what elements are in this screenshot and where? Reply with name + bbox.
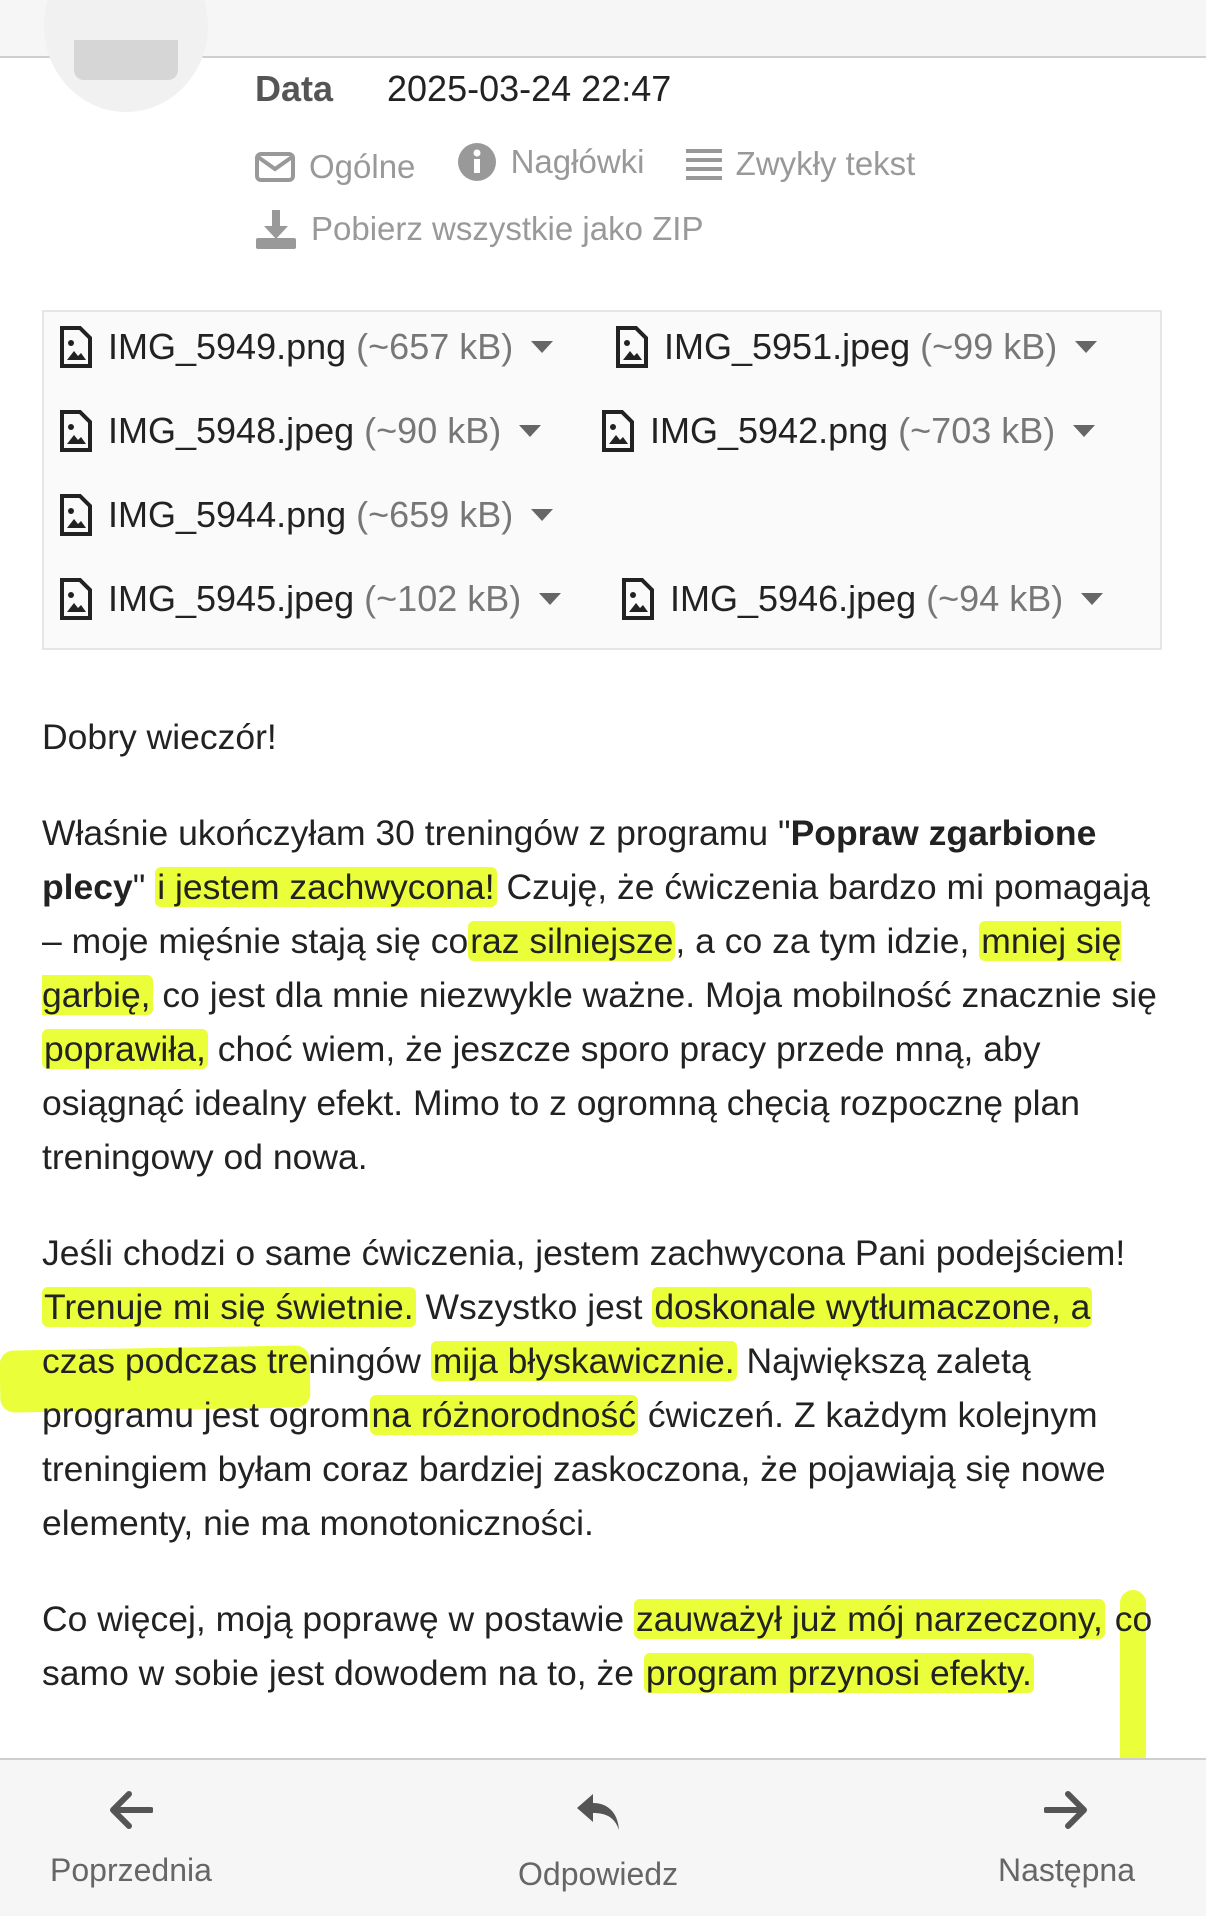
attachment-item[interactable]	[60, 578, 561, 620]
next-label: Następna	[998, 1852, 1135, 1888]
image-file-icon	[60, 494, 92, 536]
image-file-icon	[60, 410, 92, 452]
chevron-down-icon[interactable]	[1081, 593, 1103, 605]
attachment-item[interactable]	[60, 494, 553, 536]
text-run: czas podczas treningów	[42, 1341, 431, 1381]
attachment-size: (~99 kB)	[920, 326, 1058, 367]
message-view-actions	[255, 142, 947, 190]
text-run: Największą zaletą programu jest ogrom	[42, 1341, 1031, 1435]
attachment-size: (~703 kB)	[898, 410, 1056, 451]
download-icon	[255, 208, 297, 250]
previous-label: Poprzednia	[50, 1852, 212, 1888]
chevron-down-icon[interactable]	[1075, 341, 1097, 353]
general-view-button[interactable]	[255, 148, 415, 186]
message-body	[42, 710, 1170, 1742]
chevron-down-icon[interactable]	[1073, 425, 1095, 437]
attachment-item[interactable]	[60, 326, 553, 368]
text-run: choć wiem, że jeszcze sporo pracy przede mną, aby osiągnąć idealny efekt. Mimo to z ogromną chęcią rozpocznę plan treningowy od nowa.	[42, 1029, 1080, 1177]
plain-text-view-button[interactable]	[686, 145, 916, 183]
greeting-text: Dobry wieczór!	[42, 717, 277, 757]
date-label: Data	[255, 68, 334, 109]
text-run: Czuję, że ćwiczenia bardzo mi pomagają – moje mięśnie stają się co	[42, 867, 1150, 961]
image-file-icon	[602, 410, 634, 452]
program-name: Popraw zgarbione plecy	[42, 813, 1097, 907]
arrow-left-icon	[109, 1790, 153, 1830]
chevron-down-icon[interactable]	[531, 341, 553, 353]
image-file-icon	[616, 326, 648, 368]
text-run: "	[132, 867, 156, 907]
highlighted-text: i jestem zachwycona!	[157, 867, 495, 907]
highlighted-text: mija błyskawicznie.	[432, 1341, 735, 1381]
lines-icon	[686, 146, 722, 182]
attachment-name: IMG_5951.jpeg	[664, 326, 911, 367]
attachment-size: (~659 kB)	[356, 494, 514, 535]
previous-button[interactable]	[50, 1790, 212, 1889]
highlighted-text: zauważył już mój narzeczony,	[635, 1599, 1103, 1639]
attachment-name: IMG_5949.png	[108, 326, 347, 367]
image-file-icon	[60, 326, 92, 368]
attachment-size: (~90 kB)	[364, 410, 502, 451]
plain-text-view-label: Zwykły tekst	[735, 145, 916, 182]
next-button[interactable]	[998, 1790, 1135, 1889]
text-run: , a co za tym idzie,	[675, 921, 980, 961]
chevron-down-icon[interactable]	[531, 509, 553, 521]
text-run: Co więcej, moją poprawę w postawie	[42, 1599, 634, 1639]
highlighted-text: raz silniejsze	[470, 921, 674, 961]
highlighted-text: doskonale wytłumaczone, a	[654, 1287, 1091, 1327]
attachment-size: (~657 kB)	[356, 326, 514, 367]
paragraph-2	[42, 1226, 1170, 1550]
reply-button[interactable]	[518, 1790, 678, 1893]
highlighted-text: Trenuje mi się świetnie.	[44, 1287, 414, 1327]
info-icon	[457, 142, 497, 182]
attachment-name: IMG_5946.jpeg	[670, 578, 917, 619]
attachment-item[interactable]	[616, 326, 1097, 368]
reply-label: Odpowiedz	[518, 1856, 679, 1892]
attachments-panel	[42, 310, 1162, 650]
envelope-icon	[255, 152, 295, 182]
attachment-name: IMG_5948.jpeg	[108, 410, 355, 451]
date-row	[255, 68, 671, 110]
image-file-icon	[622, 578, 654, 620]
paragraph-1	[42, 806, 1170, 1184]
headers-view-label: Nagłówki	[510, 143, 645, 180]
arrow-right-icon	[1044, 1790, 1088, 1830]
reply-icon	[573, 1790, 623, 1834]
text-run: co jest dla mnie niezwykle ważne. Moja mobilność znacznie się	[152, 975, 1157, 1015]
bottom-navigation	[0, 1758, 1206, 1916]
date-value: 2025-03-24 22:47	[387, 68, 672, 109]
text-run: co samo w sobie jest dowodem na to, że	[42, 1599, 1153, 1693]
highlighted-text: program przynosi efekty.	[645, 1653, 1032, 1693]
sender-avatar	[44, 0, 208, 112]
attachment-item[interactable]	[622, 578, 1103, 620]
paragraph-3	[42, 1592, 1170, 1700]
attachment-name: IMG_5942.png	[650, 410, 889, 451]
attachment-name: IMG_5944.png	[108, 494, 347, 535]
avatar-silhouette	[74, 40, 178, 80]
chevron-down-icon[interactable]	[519, 425, 541, 437]
highlighted-text: na różnorodność	[371, 1395, 636, 1435]
attachment-size: (~94 kB)	[926, 578, 1064, 619]
attachment-size: (~102 kB)	[364, 578, 522, 619]
attachment-item[interactable]	[602, 410, 1095, 452]
image-file-icon	[60, 578, 92, 620]
text-run: ćwiczeń. Z każdym kolejnym treningiem byłam coraz bardziej zaskoczona, że pojawiają się nowe elementy, nie ma monotoniczności.	[42, 1395, 1106, 1543]
chevron-down-icon[interactable]	[539, 593, 561, 605]
general-view-label: Ogólne	[309, 148, 416, 185]
text-run: Wszystko jest	[415, 1287, 653, 1327]
highlighted-text: poprawiła,	[44, 1029, 206, 1069]
download-zip-button[interactable]	[255, 208, 703, 250]
highlighted-text: mniej się garbię,	[42, 921, 1122, 1015]
attachment-name: IMG_5945.jpeg	[108, 578, 355, 619]
greeting-paragraph	[42, 710, 1170, 764]
download-zip-label: Pobierz wszystkie jako ZIP	[311, 210, 704, 247]
text-run: Właśnie ukończyłam 30 treningów z programu "	[42, 813, 791, 853]
attachment-item[interactable]	[60, 410, 541, 452]
text-run: Jeśli chodzi o same ćwiczenia, jestem zachwycona Pani podejściem!	[42, 1233, 1126, 1273]
headers-view-button[interactable]	[457, 142, 645, 182]
